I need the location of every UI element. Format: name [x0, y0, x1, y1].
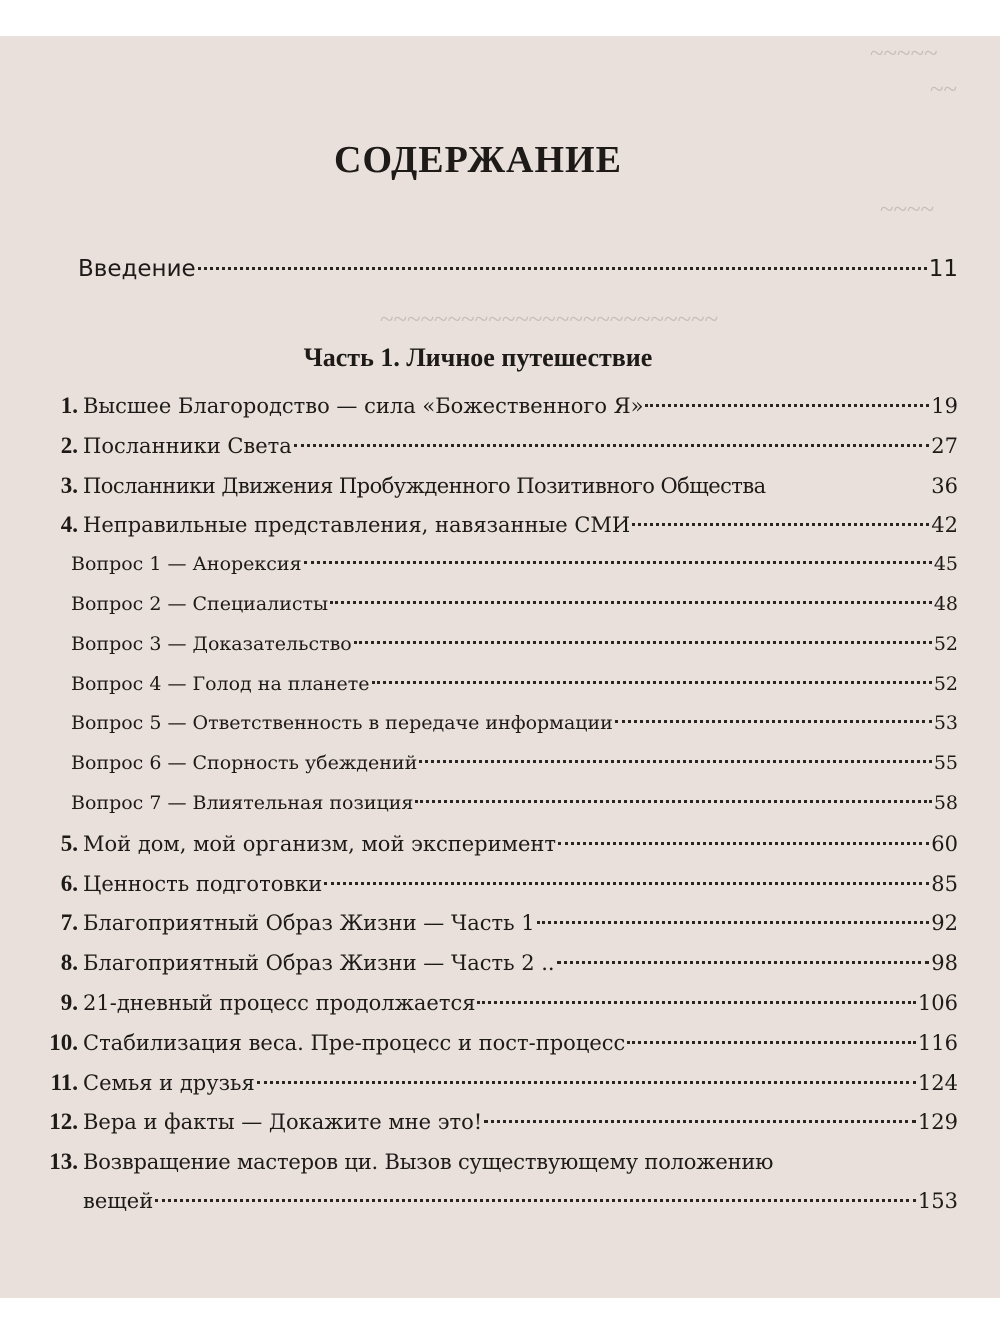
bleed-through-shadow: ~~	[930, 76, 958, 103]
toc-entry-label: Вопрос 5 — Ответственность в передаче информации	[71, 712, 613, 735]
bleed-through-shadow: ~~~~~	[870, 40, 938, 67]
toc-entry-label: Вопрос 3 — Доказательство	[71, 632, 352, 655]
toc-entry[interactable]	[38, 466, 958, 506]
toc-entry-number: 5.	[60, 830, 78, 856]
toc-page-number: 106	[917, 990, 958, 1015]
toc-page-number: 45	[933, 553, 958, 576]
toc-page-number: 92	[931, 911, 958, 936]
toc-page-number: 85	[931, 871, 958, 896]
toc-entry-label: Вера и факты — Докажите мне это!	[83, 1110, 483, 1135]
bleed-through-shadow: ~~~~	[880, 196, 935, 223]
book-page	[0, 36, 1000, 1298]
toc-page-number: 19	[931, 394, 958, 418]
toc-entry-label: Благоприятный Образ Жизни — Часть 2 ..	[83, 951, 555, 976]
toc-entry[interactable]	[38, 426, 958, 466]
toc-page-number: 52	[933, 672, 958, 695]
toc-entry-number: 4.	[60, 512, 78, 538]
toc-entry[interactable]	[38, 505, 958, 545]
toc-entry-label: Вопрос 1 — Анорексия	[71, 553, 302, 576]
toc-entry-label: Вопрос 4 — Голод на планете	[71, 672, 370, 695]
toc-entry-number: 11.	[50, 1069, 78, 1095]
toc-entry-label: 21-дневный процесс продолжается	[83, 990, 476, 1015]
toc-entry[interactable]	[38, 1063, 958, 1103]
toc-entry[interactable]	[38, 943, 958, 983]
toc-entry[interactable]	[38, 1102, 958, 1142]
dot-leader	[330, 601, 932, 604]
dot-leader	[198, 267, 927, 270]
toc-page-number: 52	[933, 632, 958, 655]
dot-leader	[558, 842, 929, 845]
part-heading: Часть 1. Личное путешествие	[303, 343, 653, 372]
toc-entry-number: 2.	[60, 432, 78, 458]
toc-entry-introduction[interactable]	[78, 256, 958, 288]
dot-leader	[415, 800, 931, 803]
toc-entry[interactable]	[38, 1023, 958, 1063]
toc-page-number: 53	[933, 712, 958, 735]
toc-entry-label: Благоприятный Образ Жизни — Часть 1	[83, 911, 535, 936]
dot-leader	[372, 681, 932, 684]
toc-entry-number: 12.	[49, 1109, 78, 1135]
toc-entry-number: 13.	[49, 1149, 78, 1175]
toc-entry[interactable]	[38, 903, 958, 943]
dot-leader	[354, 641, 932, 644]
toc-entry-number: 1.	[60, 393, 78, 418]
dot-leader	[557, 961, 930, 964]
bleed-through-shadow: ~~~~~~~~~~~~~~~~~~~~~~~~~	[380, 306, 719, 333]
toc-page-number: 27	[931, 433, 958, 458]
dot-leader	[645, 404, 929, 407]
toc-page-number: 124	[917, 1070, 958, 1095]
dot-leader	[257, 1081, 916, 1084]
toc-entry-label: Посланники Движения Пробужденного Позитивного Общества	[83, 473, 766, 498]
dot-leader	[419, 760, 932, 763]
toc-page-number: 42	[931, 513, 958, 538]
toc-page-number: 116	[917, 1030, 958, 1055]
toc-subentry[interactable]	[38, 625, 958, 665]
toc-entry-label: Стабилизация веса. Пре-процесс и пост-процесс	[83, 1030, 626, 1055]
toc-entry[interactable]	[38, 864, 958, 904]
toc-entry-label: Вопрос 2 — Специалисты	[71, 592, 329, 615]
toc-subentry[interactable]	[38, 585, 958, 625]
toc-page-number: 58	[933, 791, 958, 814]
toc-entry-number: 7.	[60, 910, 78, 936]
toc-entry-number: 3.	[60, 472, 78, 498]
toc-subentry[interactable]	[38, 545, 958, 585]
toc-subentry[interactable]	[38, 704, 958, 744]
toc-page-number: 129	[917, 1110, 958, 1135]
toc-page-number: 98	[931, 951, 958, 976]
dot-leader	[615, 720, 932, 723]
toc-subentry[interactable]	[38, 784, 958, 824]
dot-leader	[537, 921, 930, 924]
dot-leader	[294, 444, 929, 447]
toc-entry-label: Вопрос 7 — Влиятельная позиция	[71, 791, 414, 814]
toc-page-number: 36	[931, 473, 958, 498]
toc-entry-label: Введение	[78, 256, 196, 282]
dot-leader	[324, 882, 929, 885]
toc-subentry[interactable]	[38, 744, 958, 784]
dot-leader	[627, 1041, 916, 1044]
toc-page-number: 153	[917, 1188, 958, 1213]
page-title: СОДЕРЖАНИЕ	[334, 139, 622, 181]
toc-entry[interactable]	[38, 1142, 958, 1222]
toc-entry[interactable]	[38, 983, 958, 1023]
toc-entry-number: 6.	[60, 870, 78, 896]
dot-leader	[304, 561, 932, 564]
toc-entry-label: Ценность подготовки	[83, 871, 323, 896]
toc-page-number: 60	[931, 831, 958, 856]
toc-entry-label: Возвращение мастеров ци. Вызов существующему положению	[83, 1150, 774, 1175]
toc-subentry[interactable]	[38, 665, 958, 705]
toc-entry-label: Неправильные представления, навязанные СМИ	[83, 513, 631, 538]
table-of-contents	[38, 386, 958, 1222]
toc-entry-label-continued: вещей	[83, 1188, 154, 1213]
toc-entry-label: Вопрос 6 — Спорность убеждений	[71, 752, 418, 775]
dot-leader	[477, 1001, 915, 1004]
toc-entry-label: Семья и друзья	[83, 1070, 255, 1095]
toc-page-number: 11	[928, 256, 958, 282]
toc-entry-label: Посланники Света	[83, 433, 292, 458]
toc-entry-label: Высшее Благородство — сила «Божественного Я»	[83, 394, 644, 418]
toc-page-number: 48	[933, 592, 958, 615]
dot-leader	[155, 1199, 916, 1202]
toc-entry[interactable]	[38, 386, 958, 426]
toc-page-number: 55	[933, 752, 958, 775]
toc-entry-number: 9.	[60, 989, 78, 1015]
toc-entry-label: Мой дом, мой организм, мой эксперимент	[83, 831, 557, 856]
toc-entry-number: 10.	[49, 1029, 78, 1055]
dot-leader	[484, 1120, 916, 1123]
toc-entry[interactable]	[38, 824, 958, 864]
dot-leader	[632, 523, 929, 526]
toc-entry-number: 8.	[60, 950, 78, 976]
